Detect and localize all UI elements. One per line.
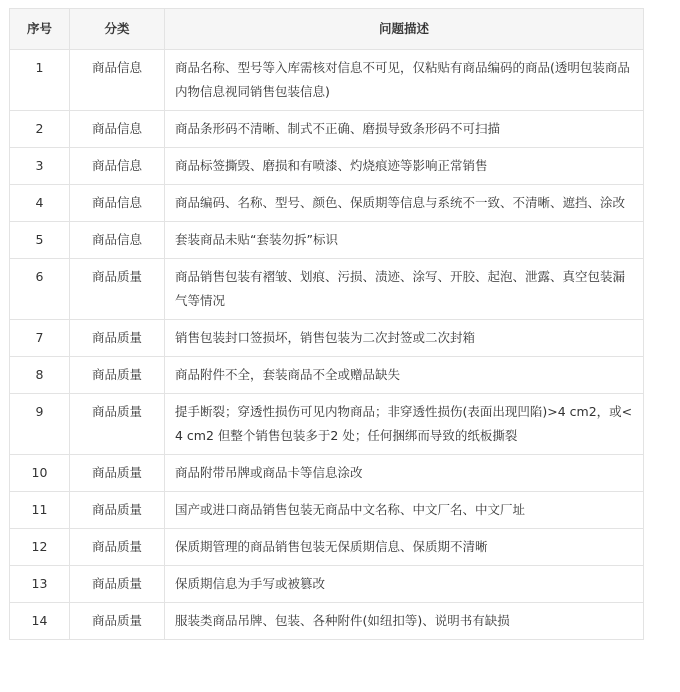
- row-description: 商品条形码不清晰、制式不正确、磨损导致条形码不可扫描: [165, 111, 644, 148]
- row-category: 商品信息: [70, 50, 165, 111]
- header-description: 问题描述: [165, 9, 644, 50]
- table-row: [10, 259, 644, 320]
- problem-table: [9, 8, 644, 640]
- row-index: 14: [10, 603, 70, 640]
- table-row: [10, 394, 644, 455]
- row-description: 套装商品未贴“套装勿拆”标识: [165, 222, 644, 259]
- row-index: 2: [10, 111, 70, 148]
- row-description: 商品销售包装有褶皱、划痕、污损、渍迹、涂写、开胶、起泡、泄露、真空包装漏气等情况: [165, 259, 644, 320]
- table-row: [10, 320, 644, 357]
- row-index: 8: [10, 357, 70, 394]
- header-index: 序号: [10, 9, 70, 50]
- table-header-row: [10, 9, 644, 50]
- row-category: 商品质量: [70, 357, 165, 394]
- row-index: 10: [10, 455, 70, 492]
- row-index: 4: [10, 185, 70, 222]
- row-description: 商品名称、型号等入库需核对信息不可见，仅粘贴有商品编码的商品(透明包装商品内物信息视同销售包装信息): [165, 50, 644, 111]
- row-category: 商品质量: [70, 566, 165, 603]
- row-index: 5: [10, 222, 70, 259]
- table-row: [10, 222, 644, 259]
- row-index: 7: [10, 320, 70, 357]
- row-category: 商品质量: [70, 394, 165, 455]
- header-category: 分类: [70, 9, 165, 50]
- row-index: 11: [10, 492, 70, 529]
- table-row: [10, 50, 644, 111]
- table-row: [10, 185, 644, 222]
- table-row: [10, 148, 644, 185]
- row-description: 保质期管理的商品销售包装无保质期信息、保质期不清晰: [165, 529, 644, 566]
- row-category: 商品质量: [70, 529, 165, 566]
- table-row: [10, 111, 644, 148]
- table-row: [10, 492, 644, 529]
- row-index: 3: [10, 148, 70, 185]
- row-index: 13: [10, 566, 70, 603]
- row-category: 商品质量: [70, 603, 165, 640]
- row-description: 国产或进口商品销售包装无商品中文名称、中文厂名、中文厂址: [165, 492, 644, 529]
- row-index: 9: [10, 394, 70, 455]
- row-description: 商品编码、名称、型号、颜色、保质期等信息与系统不一致、不清晰、遮挡、涂改: [165, 185, 644, 222]
- row-description: 保质期信息为手写或被篡改: [165, 566, 644, 603]
- row-description: 商品附带吊牌或商品卡等信息涂改: [165, 455, 644, 492]
- row-category: 商品质量: [70, 320, 165, 357]
- table-row: [10, 603, 644, 640]
- row-index: 6: [10, 259, 70, 320]
- table-row: [10, 455, 644, 492]
- row-description: 商品附件不全，套装商品不全或赠品缺失: [165, 357, 644, 394]
- row-category: 商品信息: [70, 111, 165, 148]
- problem-table-container: [9, 8, 643, 640]
- row-category: 商品信息: [70, 222, 165, 259]
- table-row: [10, 529, 644, 566]
- row-description: 商品标签撕毁、磨损和有喷漆、灼烧痕迹等影响正常销售: [165, 148, 644, 185]
- row-category: 商品信息: [70, 185, 165, 222]
- row-category: 商品质量: [70, 455, 165, 492]
- row-index: 1: [10, 50, 70, 111]
- row-description: 提手断裂；穿透性损伤可见内物商品；非穿透性损伤(表面出现凹陷)>4 cm2，或<4 cm2 但整个销售包装多于2 处；任何捆绑而导致的纸板撕裂: [165, 394, 644, 455]
- row-index: 12: [10, 529, 70, 566]
- row-category: 商品质量: [70, 492, 165, 529]
- row-description: 服装类商品吊牌、包装、各种附件(如纽扣等)、说明书有缺损: [165, 603, 644, 640]
- table-row: [10, 357, 644, 394]
- table-row: [10, 566, 644, 603]
- row-description: 销售包装封口签损坏，销售包装为二次封签或二次封箱: [165, 320, 644, 357]
- row-category: 商品质量: [70, 259, 165, 320]
- row-category: 商品信息: [70, 148, 165, 185]
